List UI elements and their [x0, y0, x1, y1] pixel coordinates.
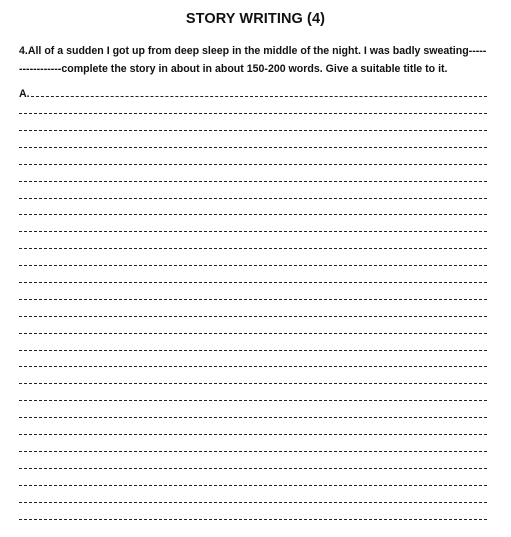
- writing-line[interactable]: [19, 147, 487, 148]
- writing-line[interactable]: [19, 181, 487, 182]
- writing-line[interactable]: [19, 417, 487, 418]
- writing-rule: [31, 92, 487, 97]
- writing-line[interactable]: [19, 282, 487, 283]
- writing-line[interactable]: [19, 502, 487, 503]
- worksheet-title: STORY WRITING (4): [185, 11, 326, 27]
- writing-line[interactable]: [19, 214, 487, 215]
- writing-line[interactable]: [19, 113, 487, 114]
- answer-label: A.: [19, 88, 30, 100]
- writing-line[interactable]: [19, 468, 487, 469]
- writing-line[interactable]: [19, 383, 487, 384]
- writing-line[interactable]: [19, 231, 487, 232]
- writing-line[interactable]: [19, 164, 487, 165]
- writing-line[interactable]: [19, 350, 487, 351]
- writing-line[interactable]: [19, 485, 487, 486]
- writing-line[interactable]: [19, 451, 487, 452]
- writing-line[interactable]: [19, 519, 487, 520]
- writing-line[interactable]: [19, 248, 487, 249]
- writing-line[interactable]: [19, 316, 487, 317]
- prompt-line-1: 4.All of a sudden I got up from deep sleep in the middle of the night. I was badly sweating-----: [19, 45, 487, 57]
- answer-first-line[interactable]: [19, 89, 487, 99]
- writing-line[interactable]: [19, 265, 487, 266]
- story-prompt: [19, 42, 491, 78]
- writing-line[interactable]: [19, 130, 487, 131]
- answer-area[interactable]: [19, 89, 487, 99]
- writing-line[interactable]: [19, 333, 487, 334]
- prompt-line-2: ------------complete the story in about in about 150-200 words. Give a suitable title to it.: [19, 63, 448, 75]
- writing-line[interactable]: [19, 299, 487, 300]
- writing-line[interactable]: [19, 366, 487, 367]
- writing-line[interactable]: [19, 400, 487, 401]
- writing-line[interactable]: [19, 434, 487, 435]
- writing-line[interactable]: [19, 198, 487, 199]
